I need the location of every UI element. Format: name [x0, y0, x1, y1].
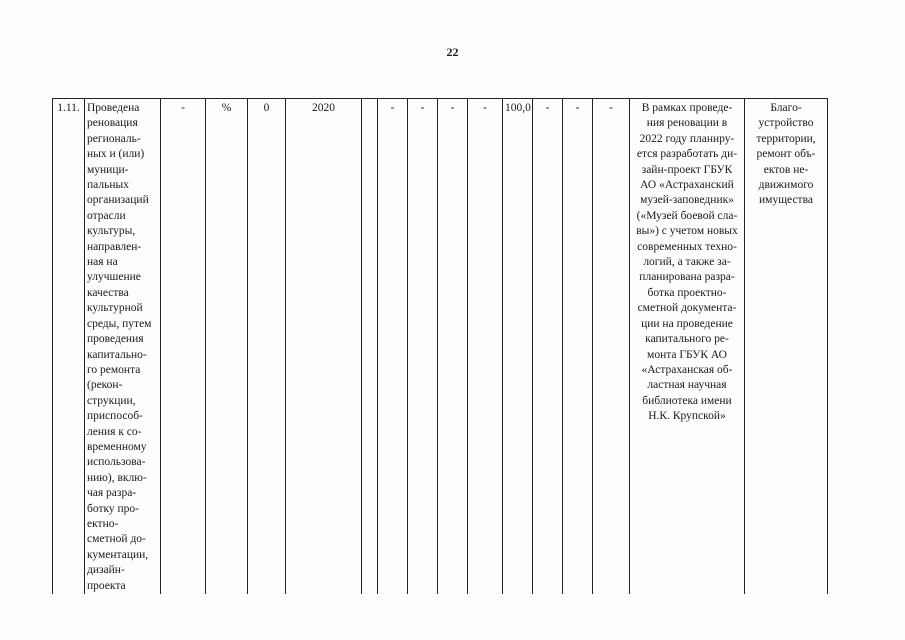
- row-value-4: -: [468, 99, 503, 595]
- row-year: 2020: [286, 99, 362, 595]
- row-description: Проведена реновация региональ- ных и (или) муници- пальных организаций отрасли культуры, направлен- ная на улучшение качества культурной среды, путем проведения капитально- го ремонта (рекон- струкции, приспособ- ления к со- временному использова- нию), вклю- чая разра- ботку про- ектно- сметной до- кументации, дизайн- проекта: [85, 99, 161, 595]
- row-value-1: -: [378, 99, 408, 595]
- row-value-6: -: [533, 99, 563, 595]
- row-value-2: -: [408, 99, 438, 595]
- row-number: 1.11.: [53, 99, 85, 595]
- row-comment: В рамках проведе- ния реновации в 2022 году планиру- ется разработать ди- зайн-проект ГБУК АО «Астраханский музей-заповедник» («Музей боевой сла- вы») с учетом новых современных техно- логий, а также за- планирована разра- ботка проектно- сметной документа- ции на проведение капитального ре- монта ГБУК АО «Астраханская об- ластная научная библиотека имени Н.К. Крупской»: [630, 99, 745, 595]
- indicator-table: [52, 98, 828, 594]
- table-row: [53, 99, 828, 595]
- row-base-value: 0: [248, 99, 286, 595]
- row-unit: %: [206, 99, 248, 595]
- row-col3: -: [161, 99, 206, 595]
- row-value-8: -: [593, 99, 630, 595]
- page-number: 22: [446, 45, 459, 59]
- row-result: Благо- устройство территории, ремонт объ- ектов не- движимого имущества: [745, 99, 828, 595]
- row-value-3: -: [438, 99, 468, 595]
- row-value-5: 100,0: [503, 99, 533, 595]
- row-value-7: -: [563, 99, 593, 595]
- row-spacer: [362, 99, 378, 595]
